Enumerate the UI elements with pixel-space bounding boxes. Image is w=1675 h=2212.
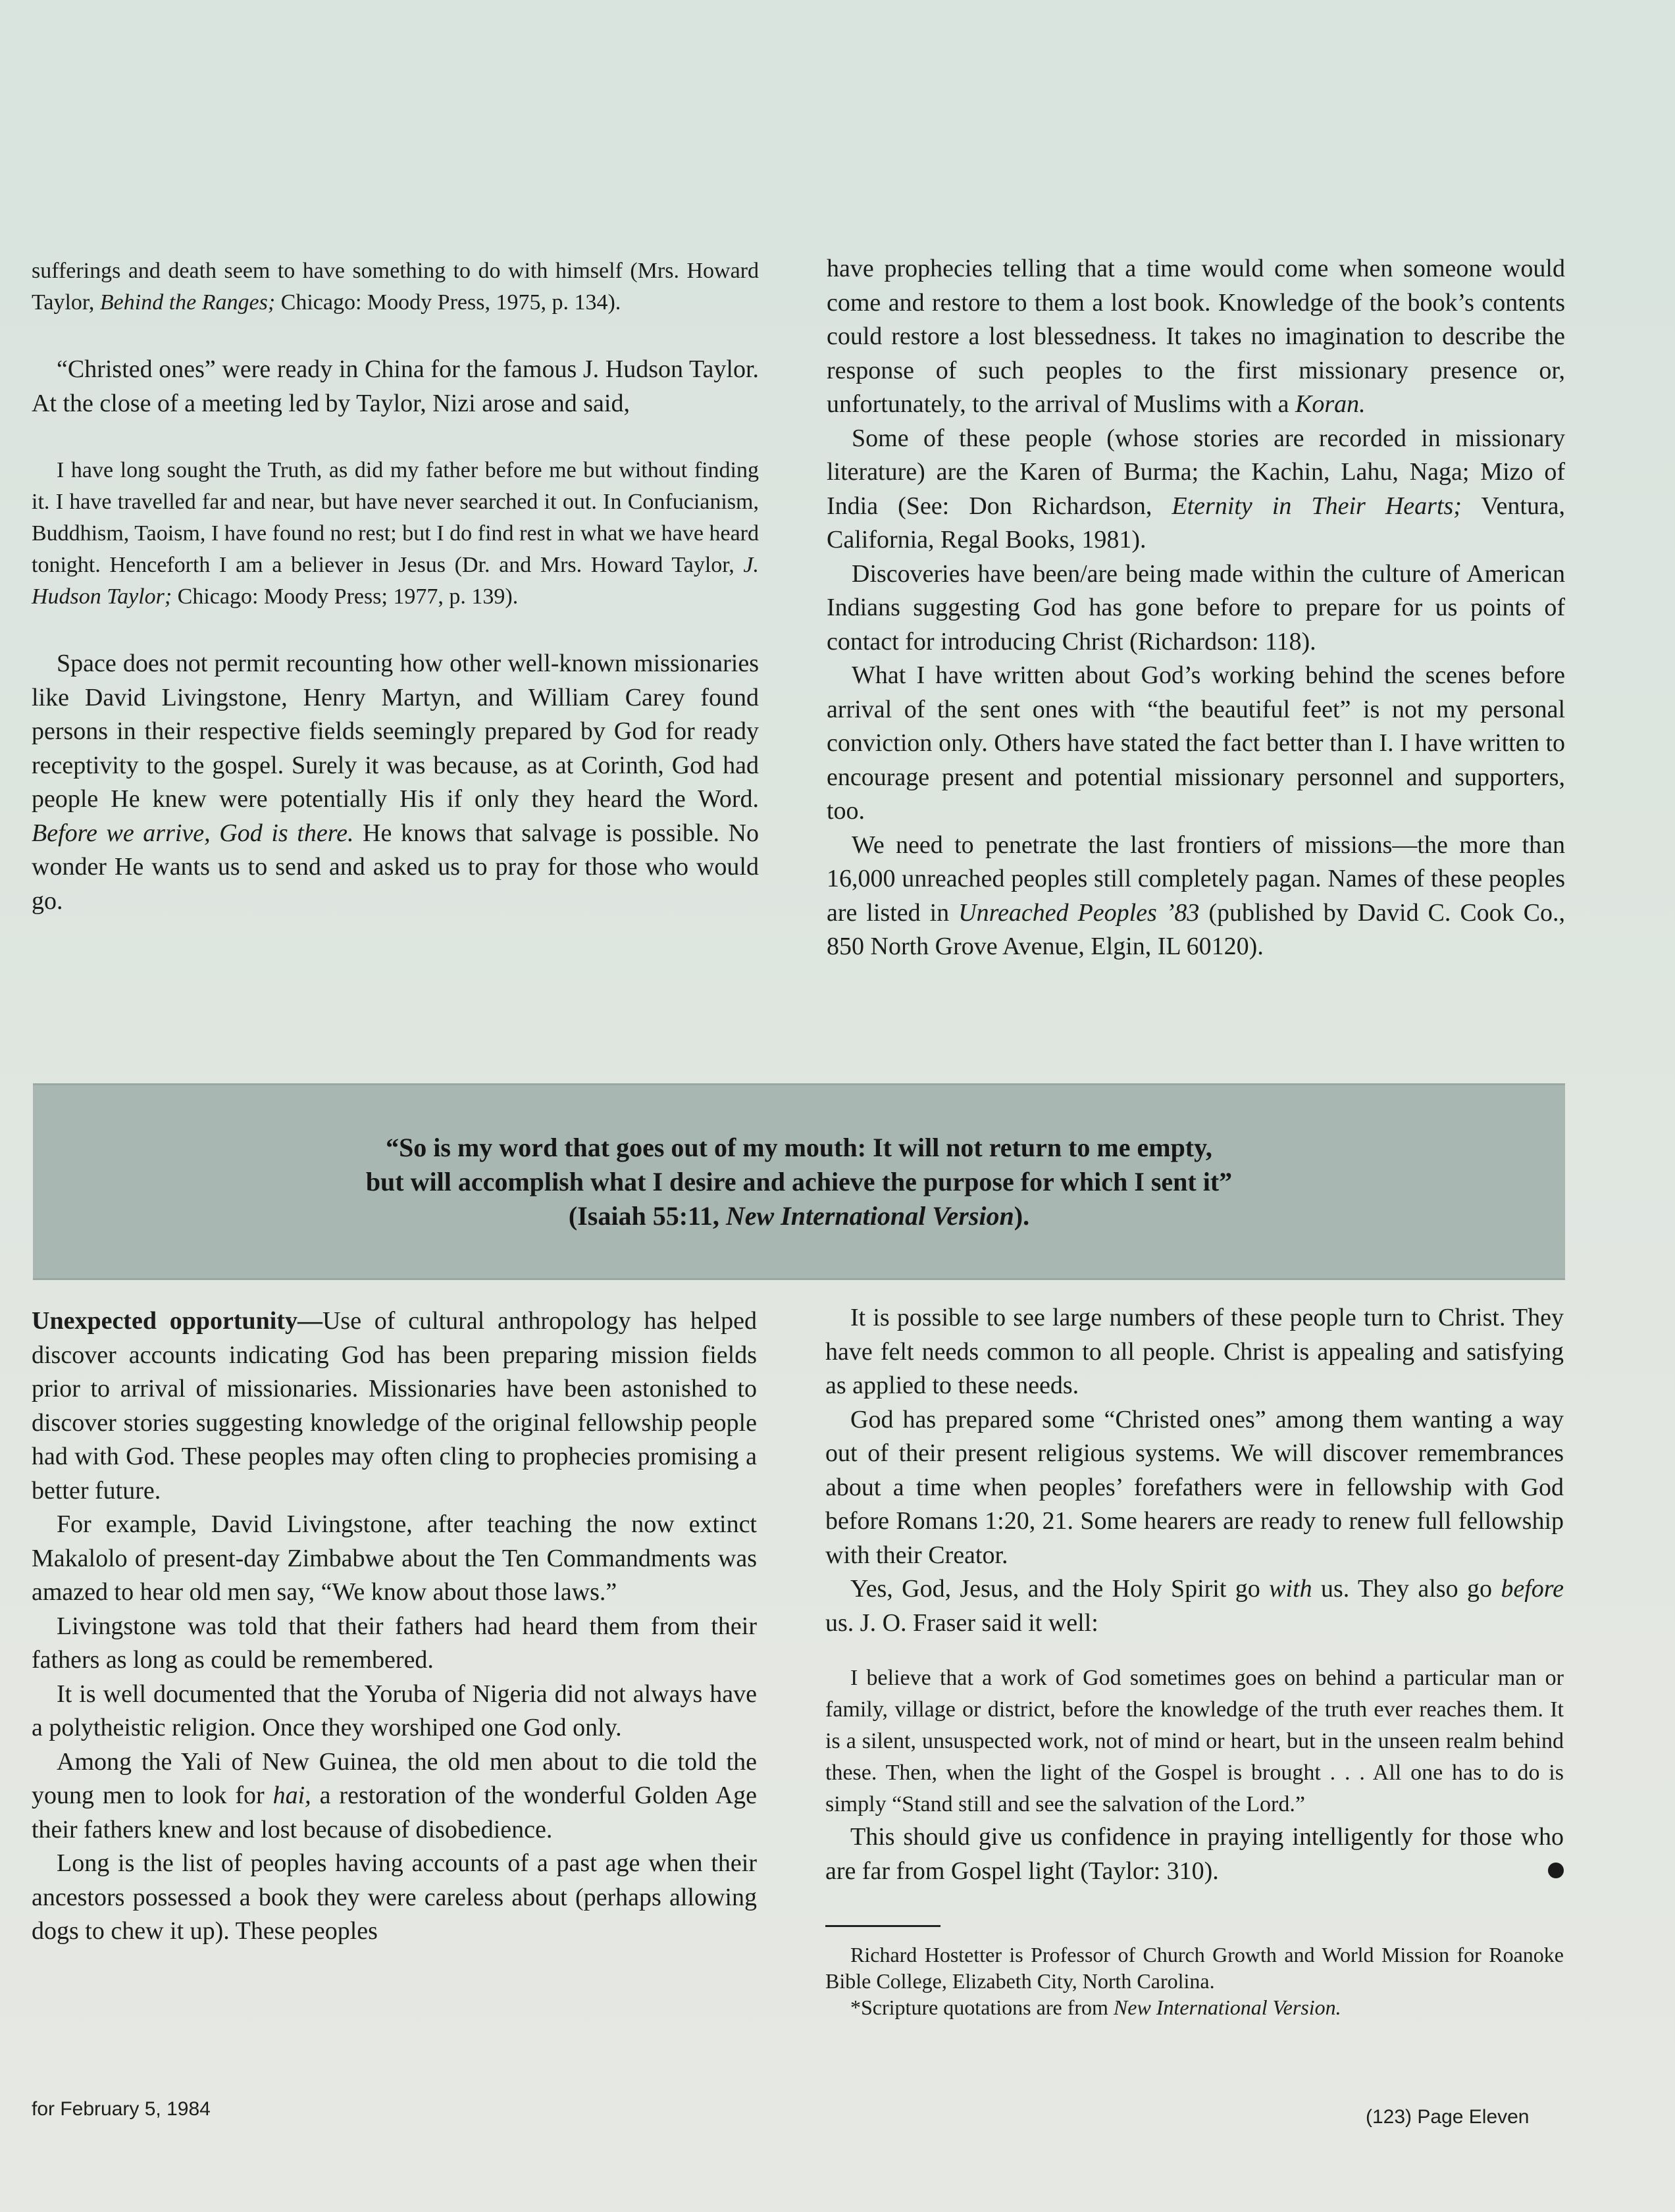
paragraph-text: This should give us confidence in praying intelligently for those who are far from Gospel light (Taylor: 310). xyxy=(825,1823,1564,1885)
paragraph-text: us. J. O. Fraser said it well: xyxy=(825,1608,1098,1637)
paragraph-what-i-have-written: What I have written about God’s working behind the scenes before arrival of the sent ones with “the beautiful feet” is not my personal conviction only. Others have stated the fact better than I. I have written to encourage present and potential missionary personnel and supporters, too. xyxy=(827,661,1565,825)
paragraph-text: Yes, God, Jesus, and the Holy Spirit go xyxy=(850,1575,1270,1603)
scripture-citation xyxy=(366,1199,1232,1233)
paragraph-text: We need to penetrate the last frontiers of missions—the more than 16,000 unreached peoples still completely pagan. Names of these peoples are listed in xyxy=(827,831,1565,927)
paragraph-long-list: Long is the list of peoples having accounts of a past age when their ancestors possessed a book they were careless about (perhaps allowing dogs to chew it up). These peoples xyxy=(32,1849,757,1945)
paragraph-text: Among the Yali of New Guinea, the old men about to die told the young men to look for xyxy=(32,1747,757,1809)
paragraph-christed-ones: “Christed ones” were ready in China for the famous J. Hudson Taylor. At the close of a meeting led by Taylor, Nizi arose and said, xyxy=(32,355,759,417)
paragraph-text: (published by David C. Cook Co., 850 North Grove Avenue, Elgin, IL 60120). xyxy=(827,898,1565,960)
book-title: Behind the Ranges; xyxy=(99,290,276,315)
paragraph-text: a restoration of the wonderful Golden Age their fathers knew and lost because of disobedience. xyxy=(32,1782,757,1843)
citation-text: (Isaiah 55:11, xyxy=(568,1200,726,1231)
paragraph-space xyxy=(32,647,759,918)
paragraph-possible: It is possible to see large numbers of these people turn to Christ. They have felt needs common to all people. Christ is appealing and satisfying as applied to these needs. xyxy=(825,1304,1564,1399)
bio-divider xyxy=(825,1925,941,1927)
scripture-line: “So is my word that goes out of my mouth: It will not return to me empty, xyxy=(386,1132,1212,1162)
scripture-quote xyxy=(366,1131,1232,1233)
page-number: (123) Page Eleven xyxy=(1366,2106,1530,2128)
scripture-note xyxy=(825,1994,1564,2020)
paragraph-yoruba: It is well documented that the Yoruba of Nigeria did not always have a polytheistic religion. Once they worshiped one God only. xyxy=(32,1680,757,1741)
book-title: Eternity in Their Hearts; xyxy=(1172,492,1462,520)
paragraph-text: Some of these people (whose stories are recorded in missionary literature) are the Karen of Burma; the Kachin, Lahu, Naga; Mizo of India (See: Don Richardson, xyxy=(827,424,1565,520)
quote-text: Chicago: Moody Press; 1977, p. 139). xyxy=(172,584,519,609)
paragraph-some-people xyxy=(827,422,1565,557)
version-title: New International Version. xyxy=(1113,1995,1341,2019)
paragraph-text: us. They also go xyxy=(1312,1575,1501,1603)
note-text: *Scripture quotations are from xyxy=(850,1995,1114,2019)
citation-text: ). xyxy=(1014,1200,1030,1231)
paragraph-unexpected xyxy=(32,1304,757,1508)
quote-fraser: I believe that a work of God sometimes goes on behind a particular man or family, village or district, before the knowledge of the truth ever reaches them. It is a silent, unsuspected work, not of mind or heart, but in the unseen realm behind these. Then, when the light of the Gospel is brought . . . All one has to do is simply “Stand still and see the salvation of the Lord.” xyxy=(825,1666,1564,1816)
column-bottom-left xyxy=(32,1304,757,1949)
emphasis-text: before xyxy=(1501,1575,1564,1603)
column-bottom-right xyxy=(825,1301,1564,2020)
quote-text: I have long sought the Truth, as did my father before me but without finding it. I have travelled far and near, but have never searched it out. In Confucianism, Buddhism, Taoism, I have found no rest; but I do find rest in what we have heard tonight. Henceforth I am a believer in Jesus (Dr. and Mrs. Howard Taylor, xyxy=(32,458,759,577)
quote-text: sufferings and death seem to have something to do with himself (Mrs. Howard Taylor, xyxy=(32,259,759,315)
paragraph-text: Ventura, California, Regal Books, 1981). xyxy=(827,492,1565,553)
book-title: J. Hudson Taylor; xyxy=(32,553,759,609)
paragraph-example: For example, David Livingstone, after teaching the now extinct Makalolo of present-day Zimbabwe about the Ten Commandments was amazed to hear old men say, “We know about those laws.” xyxy=(32,1510,757,1606)
runin-heading: Unexpected opportunity— xyxy=(32,1307,322,1335)
version-title: New International Version xyxy=(725,1200,1014,1231)
paragraph-penetrate xyxy=(827,829,1565,964)
end-mark-icon xyxy=(1548,1863,1564,1878)
paragraph-text: have prophecies telling that a time would come when someone would come and restore to them a lost book. Knowledge of the book’s contents could restore a lost blessedness. It takes no imagination to describe the response of such peoples to the first missionary presence or, unfortunately, to the arrival of Muslims with a xyxy=(827,255,1565,418)
quote-text: Chicago: Moody Press, 1975, p. 134). xyxy=(275,290,621,315)
emphasis-text: hai, xyxy=(272,1782,311,1809)
author-bio: Richard Hostetter is Professor of Church Growth and World Mission for Roanoke Bible College, Elizabeth City, North Carolina. xyxy=(825,1943,1564,1993)
quote-taylor-ranges xyxy=(32,255,759,319)
paragraph-livingstone: Livingstone was told that their fathers had heard them from their fathers as long as could be remembered. xyxy=(32,1612,757,1674)
paragraph-yali xyxy=(32,1745,757,1847)
column-top-left xyxy=(32,255,759,918)
paragraph-discoveries: Discoveries have been/are being made within the culture of American Indians suggesting God has gone before to prepare for us points of contact for introducing Christ (Richardson: 118). xyxy=(827,559,1565,656)
paragraph-prophecies xyxy=(827,252,1565,422)
paragraph-text: He knows that salvage is possible. No wonder He wants us to send and asked us to pray for those who would go. xyxy=(32,819,760,915)
issue-date: for February 5, 1984 xyxy=(32,2098,211,2120)
emphasis-text: with xyxy=(1269,1575,1312,1603)
quote-nizi xyxy=(32,455,759,613)
paragraph-prepared: God has prepared some “Christed ones” among them wanting a way out of their present religious systems. We will discover remembrances about a time when peoples’ forefathers were in fellowship with God before Romans 1:20, 21. Some hearers are ready to renew full fellowship with their Creator. xyxy=(825,1405,1564,1569)
paragraph-text: Space does not permit recounting how other well-known missionaries like David Livingstone, Henry Martyn, and William Carey found persons in their respective fields seemingly prepared by God for ready receptivity to the gospel. Surely it was because, as at Corinth, God had people He knew were potentially His if only they heard the Word. xyxy=(32,650,759,813)
paragraph-text: Use of cultural anthropology has helped discover accounts indicating God has been preparing mission fields prior to arrival of missionaries. Missionaries have been astonished to discover stories suggesting knowledge of the original fellowship people had with God. These peoples may often cling to prophecies promising a better future. xyxy=(32,1307,758,1505)
book-title: Koran. xyxy=(1295,390,1366,418)
paragraph-yes xyxy=(825,1572,1564,1640)
emphasis-text: Before we arrive, God is there. xyxy=(32,819,354,847)
scripture-banner xyxy=(33,1083,1565,1280)
column-top-right xyxy=(827,252,1565,964)
book-title: Unreached Peoples ’83 xyxy=(958,898,1200,927)
paragraph-confidence xyxy=(825,1820,1564,1888)
scripture-line: but will accomplish what I desire and achieve the purpose for which I sent it” xyxy=(365,1166,1233,1196)
